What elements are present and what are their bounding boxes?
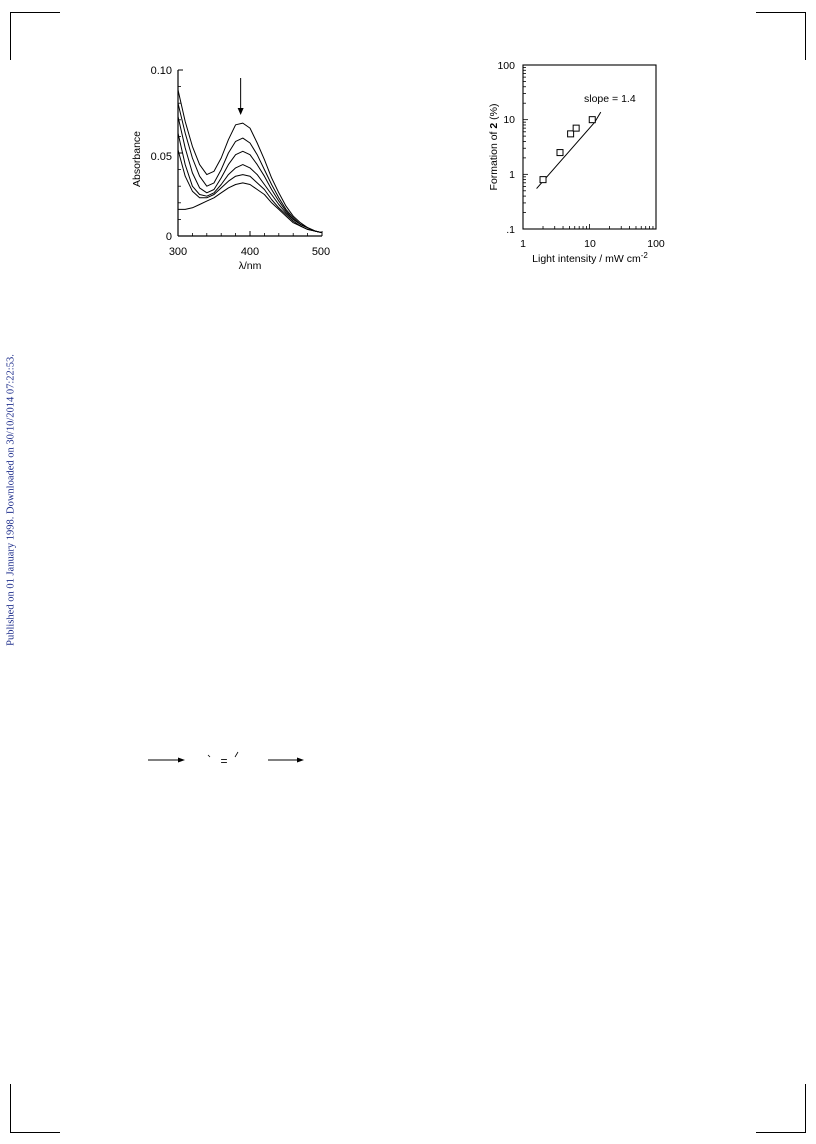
- loglog-x-tick-10: 10: [584, 238, 596, 250]
- spectrum-x-tick-500: 500: [311, 246, 331, 258]
- loglog-x-tick-100: 100: [647, 238, 665, 250]
- loglog-point-3: [568, 131, 574, 137]
- loglog-x-tick-1: 1: [520, 238, 526, 250]
- loglog-ticks: [523, 68, 653, 229]
- loglog-x-label-text: Light intensity / mW cm: [532, 253, 641, 265]
- scheme-arrow-left-head: [178, 758, 185, 763]
- loglog-point-2: [557, 150, 563, 156]
- loglog-plot-area: [537, 112, 601, 188]
- loglog-y-label-prefix: Formation of: [488, 128, 500, 191]
- crop-mark-br-v: [805, 1084, 806, 1132]
- crop-mark-tr-v: [805, 12, 806, 60]
- spectrum-series-4: [178, 133, 322, 233]
- crop-mark-br-h: [756, 1132, 806, 1133]
- loglog-point-1: [540, 177, 546, 183]
- publication-note: [1, 350, 21, 650]
- scheme-double-bond: =: [220, 754, 228, 768]
- loglog-slope-annotation: slope = 1.4: [584, 93, 636, 105]
- spectrum-chart: [120, 55, 345, 295]
- spectrum-x-tick-400: 400: [240, 246, 260, 258]
- spectrum-series-6: [178, 183, 322, 233]
- spectrum-y-tick-010: 0.10: [150, 65, 172, 77]
- spectrum-series-3: [178, 117, 322, 233]
- loglog-y-tick-100: 100: [497, 60, 515, 72]
- spectrum-ticks: [178, 70, 322, 236]
- spectrum-x-tick-300: 300: [168, 246, 188, 258]
- loglog-y-tick-01: .1: [506, 224, 515, 236]
- spectrum-x-label: λ/nm: [238, 260, 262, 272]
- spectrum-y-label: Absorbance: [131, 130, 143, 188]
- crop-mark-tl-v: [10, 12, 11, 60]
- publication-note-text: Published on 01 January 1998. Downloaded on 30/10/2014 07:22:53.: [5, 354, 17, 646]
- spectrum-series-5: [178, 150, 322, 233]
- crop-mark-tr-h: [756, 12, 806, 13]
- loglog-frame: [523, 65, 656, 229]
- loglog-y-tick-1: 1: [509, 169, 515, 181]
- crop-mark-tl-h: [10, 12, 60, 13]
- loglog-y-label-suffix: (%): [488, 103, 500, 123]
- crop-mark-bl-v: [10, 1084, 11, 1132]
- loglog-y-label-bold: 2: [488, 122, 500, 129]
- scheme-tick-left: [208, 755, 210, 757]
- spectrum-series-1: [178, 90, 322, 233]
- spectrum-y-tick-0: 0: [165, 231, 172, 243]
- loglog-point-4: [573, 125, 579, 131]
- loglog-y-label: [488, 104, 500, 191]
- loglog-y-tick-10: 10: [503, 114, 515, 126]
- scheme-tick-right: [235, 752, 238, 757]
- scheme-arrow-right-head: [297, 758, 304, 763]
- reaction-scheme-fragment: [140, 746, 320, 770]
- crop-mark-bl-h: [10, 1132, 60, 1133]
- loglog-x-label-sup: -2: [640, 251, 648, 260]
- spectrum-y-tick-005: 0.05: [150, 151, 172, 163]
- loglog-x-label: [532, 251, 648, 265]
- spectrum-arrow-head: [238, 108, 244, 115]
- spectrum-plot-area: [178, 78, 322, 233]
- loglog-point-5: [589, 117, 595, 123]
- formation-loglog-chart: [478, 55, 703, 280]
